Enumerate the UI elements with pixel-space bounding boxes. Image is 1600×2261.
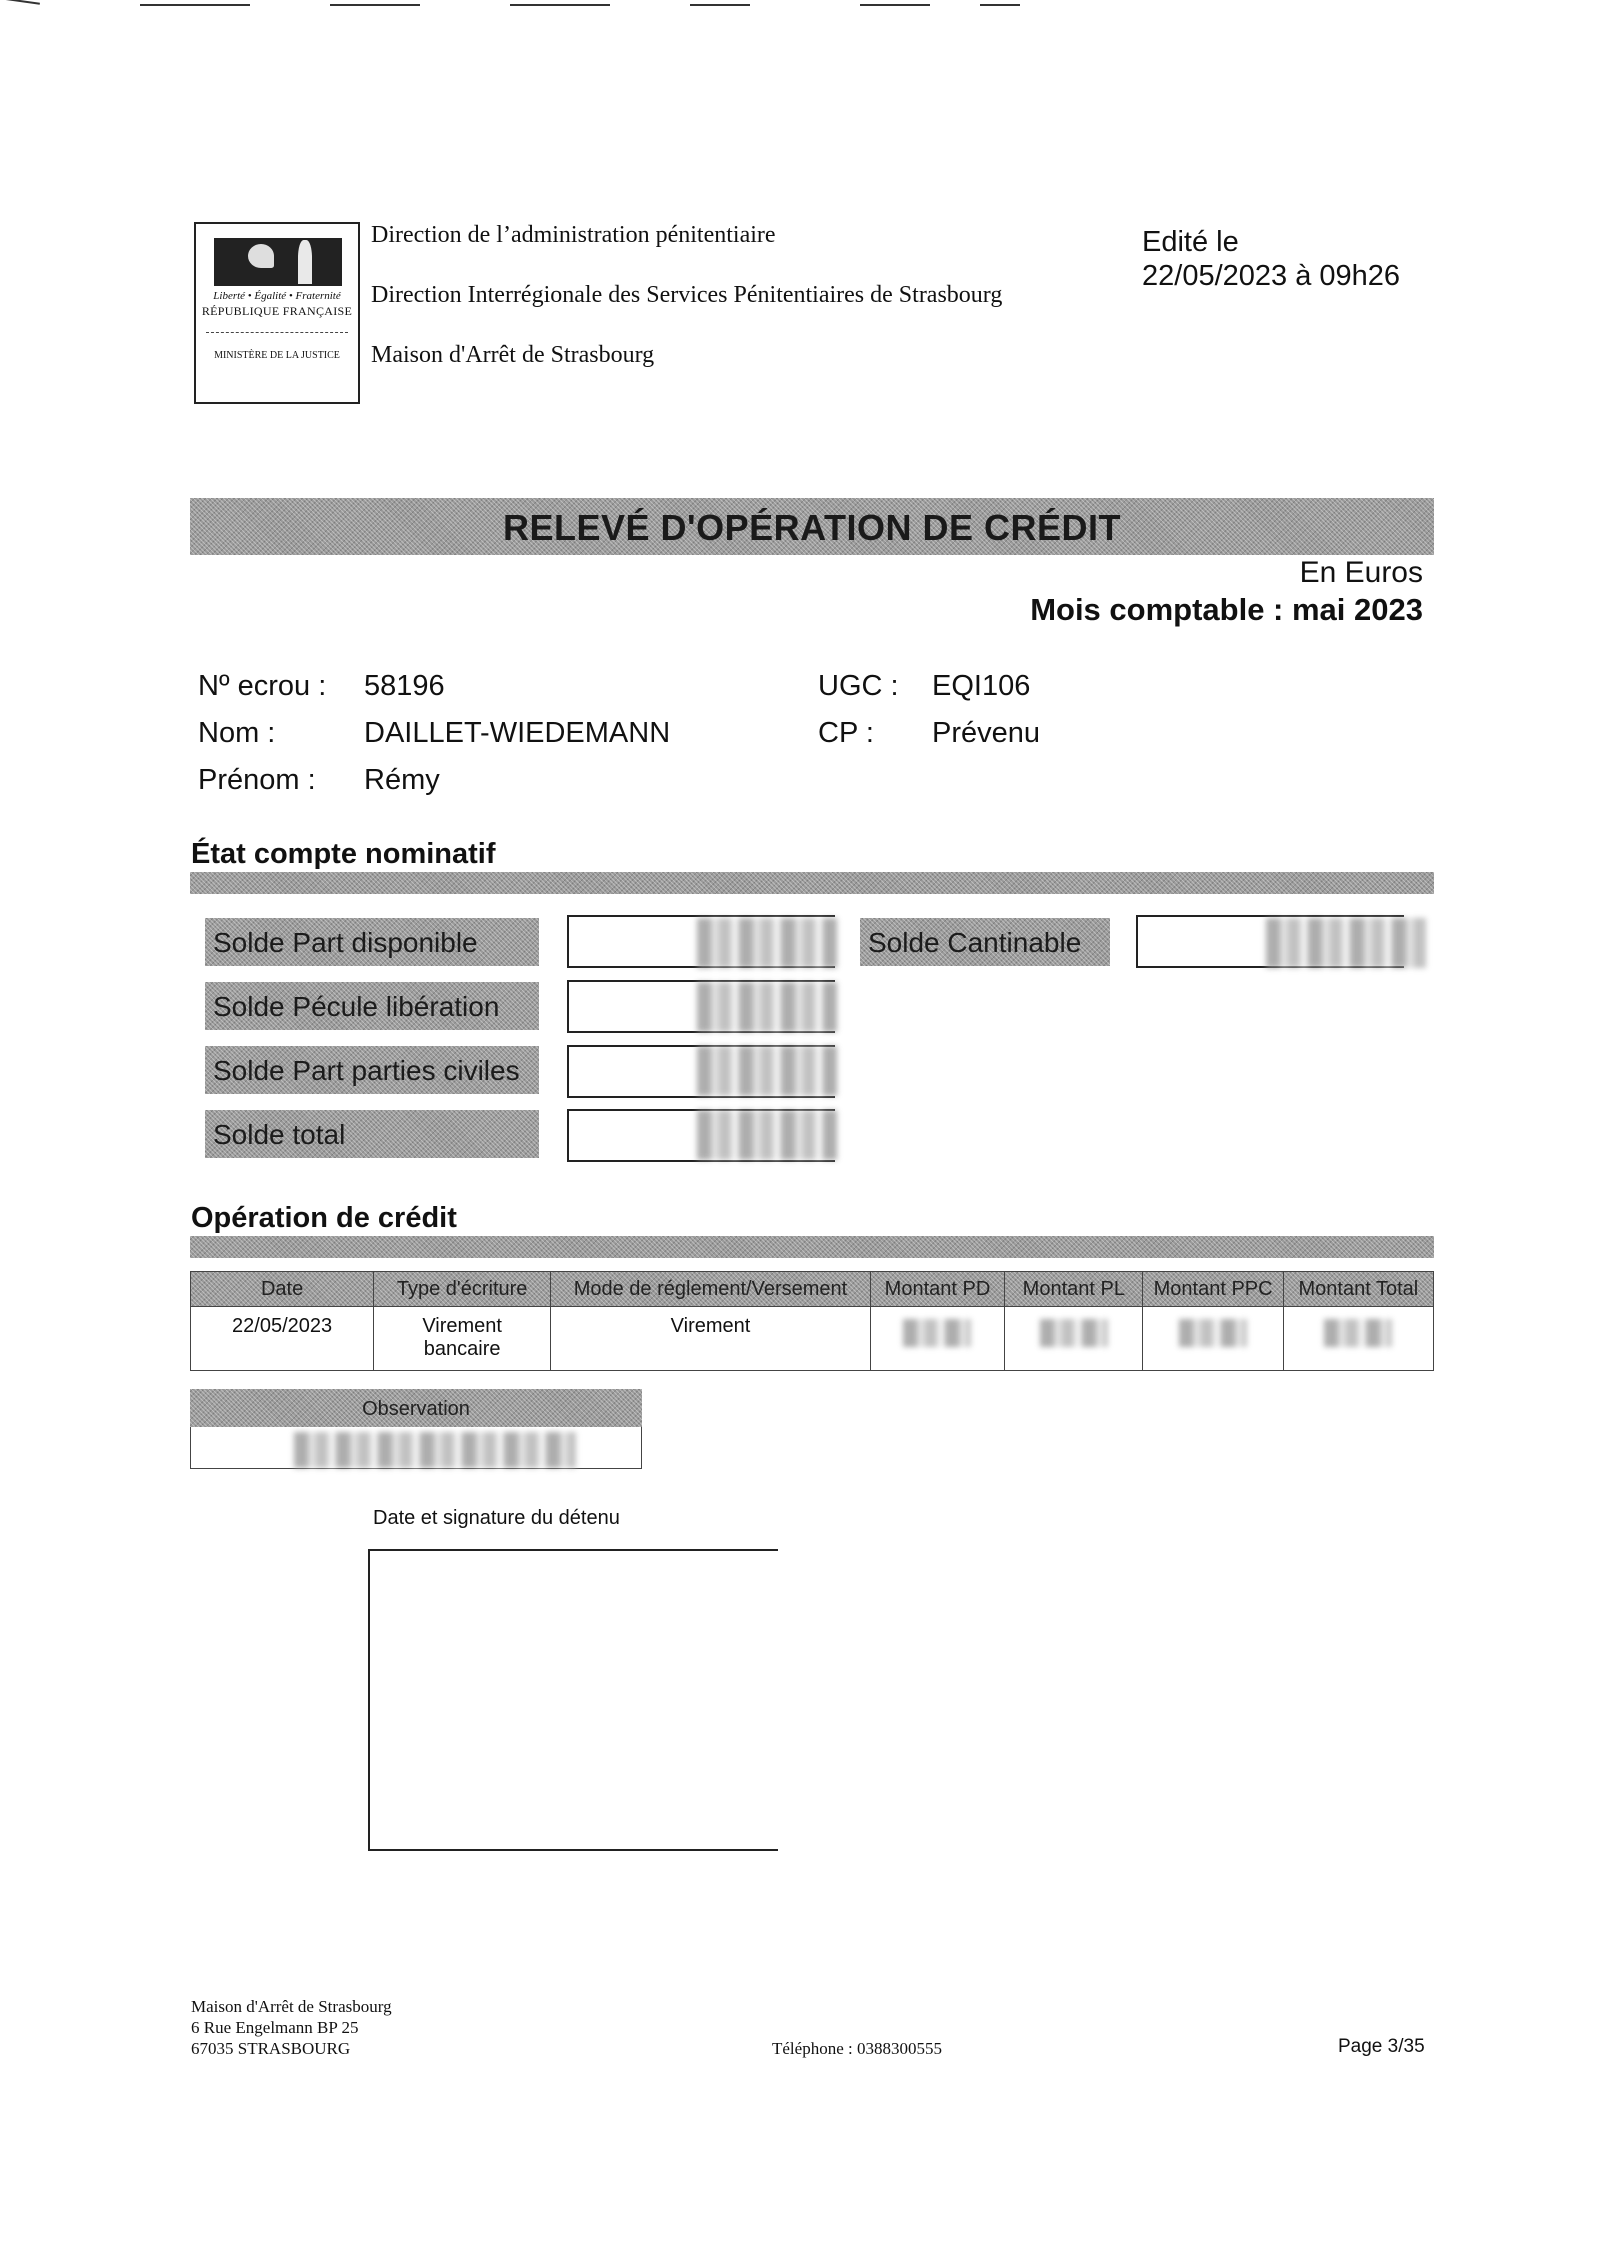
column-header: Mode de réglement/Versement [551, 1272, 871, 1307]
redacted-value [903, 1319, 971, 1347]
column-header: Date [191, 1272, 374, 1307]
column-header: Montant Total [1283, 1272, 1433, 1307]
column-header: Montant PD [870, 1272, 1004, 1307]
scan-artifact-line [980, 4, 1020, 6]
cell-type-line2: bancaire [423, 1338, 501, 1360]
edited-date: 22/05/2023 à 09h26 [1142, 260, 1401, 292]
cell-type-line1: Virement [422, 1315, 502, 1337]
cell-montant-ppc [1143, 1307, 1283, 1371]
nom-label: Nom : [198, 717, 276, 749]
scan-artifact-line [0, 0, 40, 5]
balance-label-pecule-liberation: Solde Pécule libération [205, 982, 539, 1030]
signature-label: Date et signature du détenu [373, 1507, 620, 1529]
footer-address-line: 67035 STRASBOURG [191, 2039, 351, 2058]
redacted-value [1040, 1319, 1108, 1347]
credit-operation-table [190, 1271, 1434, 1371]
logo-motto: Liberté • Égalité • Fraternité [213, 290, 341, 302]
ugc-label: UGC : [818, 670, 899, 702]
footer-address-line: 6 Rue Engelmann BP 25 [191, 2018, 359, 2037]
credit-operation-title: Opération de crédit [191, 1202, 457, 1234]
scan-artifact-line [510, 4, 610, 6]
balance-label-part-parties-civiles: Solde Part parties civiles [205, 1046, 539, 1094]
nom-value: DAILLET-WIEDEMANN [364, 717, 671, 749]
signature-box [368, 1549, 778, 1851]
balance-label-part-disponible: Solde Part disponible [205, 918, 539, 966]
redacted-value [1266, 918, 1426, 968]
prenom-value: Rémy [364, 764, 440, 796]
cp-label: CP : [818, 717, 874, 749]
page-number: Page 3/35 [1338, 2036, 1425, 2057]
marianne-icon [214, 238, 342, 286]
currency-label: En Euros [1299, 556, 1423, 589]
redacted-value [697, 918, 837, 968]
ecrou-value: 58196 [364, 670, 445, 702]
cell-montant-pd [870, 1307, 1004, 1371]
header-interregional: Direction Interrégionale des Services Pénitentiaires de Strasbourg [371, 282, 1003, 308]
title-band [190, 498, 1434, 555]
column-header: Type d'écriture [374, 1272, 551, 1307]
footer-address-line: Maison d'Arrêt de Strasbourg [191, 1997, 392, 2016]
cell-type [374, 1307, 551, 1371]
scan-artifact-line [330, 4, 420, 6]
section-band [190, 872, 1434, 894]
redacted-value [1324, 1319, 1392, 1347]
ecrou-label: Nº ecrou : [198, 670, 327, 702]
accounting-month: Mois comptable : mai 2023 [1030, 592, 1423, 627]
cell-montant-total [1283, 1307, 1433, 1371]
scan-artifact-line [860, 4, 930, 6]
column-header: Montant PPC [1143, 1272, 1283, 1307]
cp-value: Prévenu [932, 717, 1041, 749]
cell-montant-pl [1005, 1307, 1143, 1371]
balance-label-total: Solde total [205, 1110, 539, 1158]
cell-date: 22/05/2023 [191, 1307, 374, 1371]
header-direction: Direction de l’administration pénitentiaire [371, 222, 776, 248]
account-state-title: État compte nominatif [191, 838, 496, 870]
redacted-value [697, 982, 837, 1032]
logo-ministry: MINISTÈRE DE LA JUSTICE [214, 350, 340, 361]
observation-header: Observation [190, 1389, 642, 1427]
scan-artifact-line [140, 4, 250, 6]
edited-label: Edité le [1142, 226, 1239, 258]
table-row [191, 1307, 1434, 1371]
document-title: RELEVÉ D'OPÉRATION DE CRÉDIT [503, 507, 1121, 548]
section-band [190, 1236, 1434, 1258]
redacted-value [1179, 1319, 1247, 1347]
header-establishment: Maison d'Arrêt de Strasbourg [371, 342, 655, 368]
ugc-value: EQI106 [932, 670, 1031, 702]
footer-phone: Téléphone : 0388300555 [772, 2039, 942, 2058]
government-logo [194, 222, 360, 404]
redacted-value [697, 1046, 837, 1096]
scan-artifact-line [690, 4, 750, 6]
prenom-label: Prénom : [198, 764, 316, 796]
redacted-value [294, 1432, 576, 1468]
column-header: Montant PL [1005, 1272, 1143, 1307]
balance-label-cantinable: Solde Cantinable [860, 918, 1110, 966]
cell-mode: Virement [551, 1307, 871, 1371]
logo-republic: RÉPUBLIQUE FRANÇAISE [201, 304, 353, 318]
logo-divider [206, 332, 348, 333]
redacted-value [697, 1110, 837, 1160]
